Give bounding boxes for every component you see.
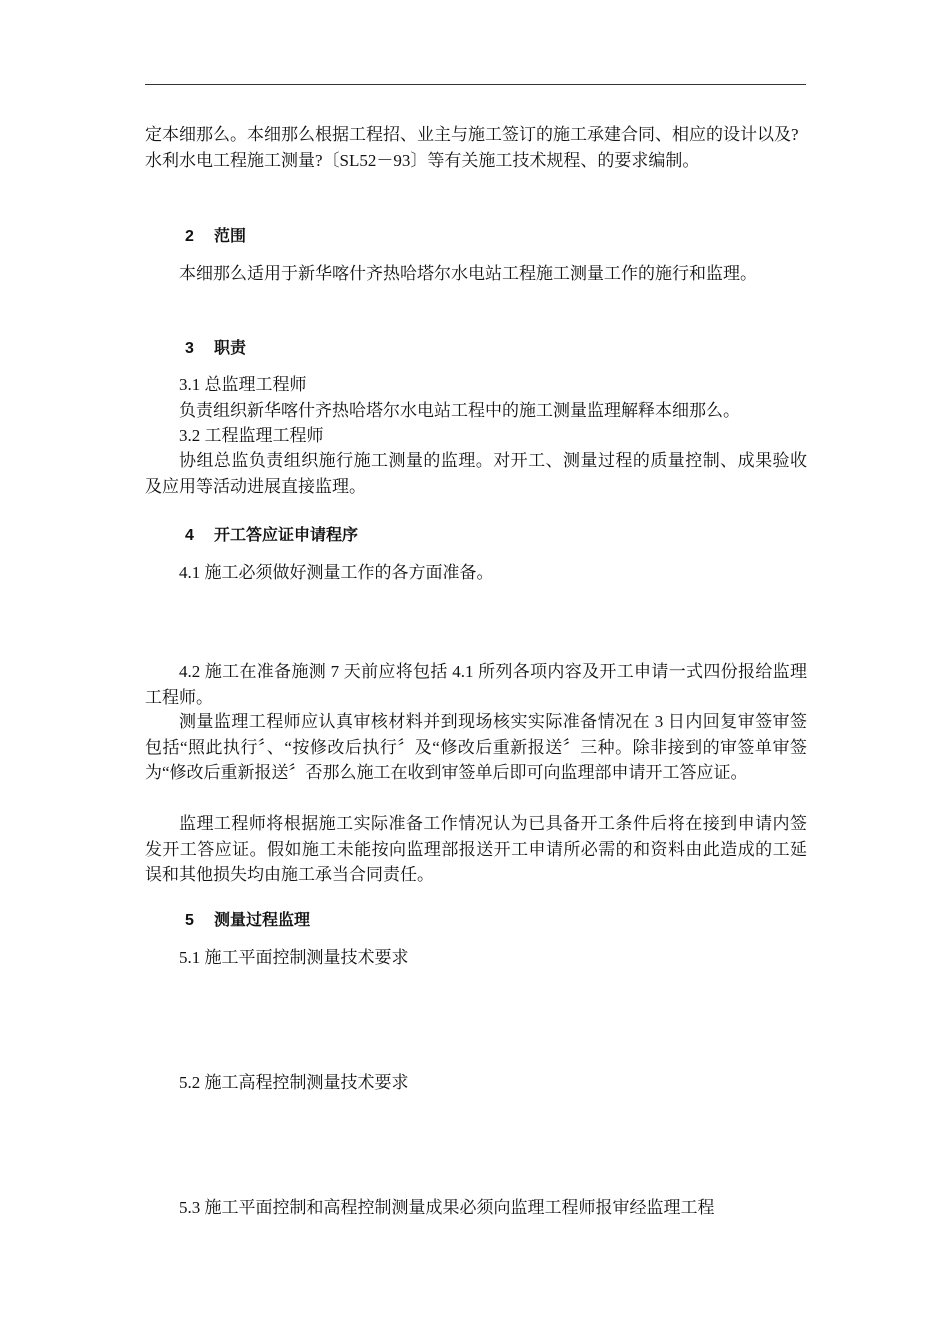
issue-paragraph: 监理工程师将根据施工实际准备工作情况认为已具备开工条件后将在接到申请内签发开工答应证。假如施工未能按向监理部报送开工申请所必需的和资料由此造成的工延误和其他损失均由施工承当合同责任。 (145, 814, 807, 884)
scope-paragraph: 本细那么适用于新华喀什齐热哈塔尔水电站工程施工测量工作的施行和监理。 (179, 264, 757, 283)
section-title: 开工答应证申请程序 (214, 527, 359, 544)
section-number: 4 (185, 527, 194, 544)
subsection-5-1: 5.1 施工平面控制测量技术要求 (179, 948, 409, 967)
subsection-4-1: 4.1 施工必须做好测量工作的各方面准备。 (179, 563, 494, 582)
subsection-5-2: 5.2 施工高程控制测量技术要求 (179, 1073, 409, 1092)
section-title: 职责 (214, 340, 247, 357)
section-5-heading (185, 909, 310, 933)
intro-paragraph: 定本细那么。本细那么根据工程招、业主与施工签订的施工承建合同、相应的设计以及?水利水电工程施工测量?〔SL52－93〕等有关施工技术规程、的要求编制。 (145, 125, 799, 170)
subsection-5-3: 5.3 施工平面控制和高程控制测量成果必须向监理工程师报审经监理工程 (179, 1198, 715, 1217)
section-2-heading (185, 225, 246, 249)
section-title: 测量过程监理 (214, 912, 311, 929)
subsection-3-2-text: 协组总监负责组织施行施工测量的监理。对开工、测量过程的质量控制、成果验收及应用等活动进展直接监理。 (145, 451, 807, 496)
section-title: 范围 (214, 228, 247, 245)
subsection-3-1: 3.1 总监理工程师 (179, 375, 307, 394)
section-3-heading (185, 337, 246, 361)
section-number: 3 (185, 340, 194, 357)
section-4-heading (185, 524, 358, 548)
section-number: 5 (185, 912, 194, 929)
section-number: 2 (185, 228, 194, 245)
subsection-3-1-text: 负责组织新华喀什齐热哈塔尔水电站工程中的施工测量监理解释本细那么。 (179, 401, 740, 420)
subsection-4-2: 4.2 施工在准备施测 7 天前应将包括 4.1 所列各项内容及开工申请一式四份报给监理工程师。 (145, 662, 807, 707)
subsection-3-2: 3.2 工程监理工程师 (179, 426, 324, 445)
review-paragraph: 测量监理工程师应认真审核材料并到现场核实实际准备情况在 3 日内回复审签审签包括“照此执行〞、“按修改后执行〞及“修改后重新报送〞三种。除非接到的审签单审签为“修改后重新报送〞否那么施工在收到审签单后即可向监理部申请开工答应证。 (145, 712, 807, 782)
header-rule (145, 84, 806, 85)
